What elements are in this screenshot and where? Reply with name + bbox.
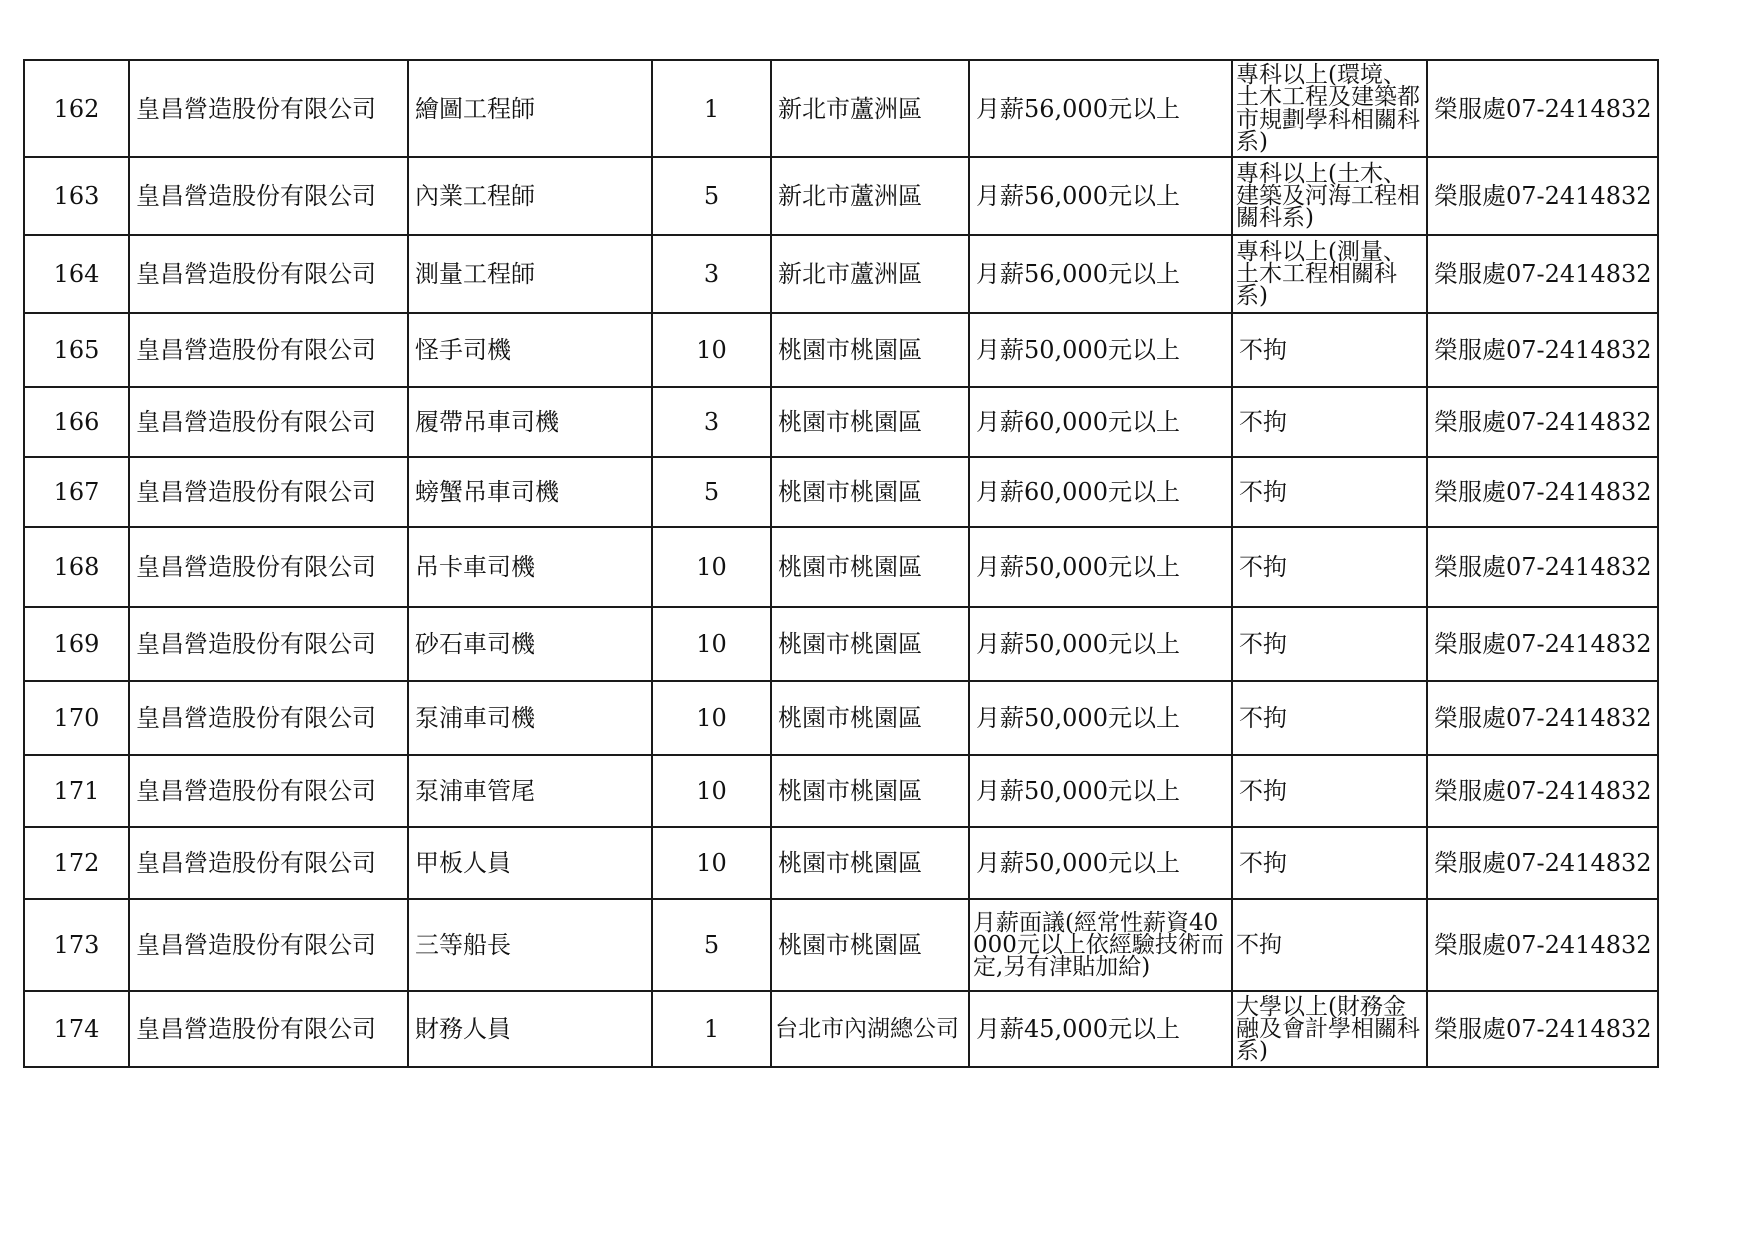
row-number-cell: 166	[24, 387, 129, 457]
contact-cell: 榮服處07-2414832	[1427, 235, 1658, 313]
table-row	[24, 991, 1658, 1067]
row-number-cell: 162	[24, 60, 129, 157]
salary-cell: 月薪50,000元以上	[969, 313, 1232, 387]
contact-cell: 榮服處07-2414832	[1427, 313, 1658, 387]
salary-cell: 月薪60,000元以上	[969, 387, 1232, 457]
headcount-cell: 3	[652, 387, 771, 457]
headcount-cell: 10	[652, 607, 771, 681]
job-title-cell: 螃蟹吊車司機	[408, 457, 652, 527]
company-name-cell: 皇昌營造股份有限公司	[129, 60, 408, 157]
headcount-cell: 5	[652, 457, 771, 527]
job-listing-table	[23, 59, 1659, 1068]
education-requirement-cell: 不拘	[1232, 827, 1427, 899]
salary-cell: 月薪56,000元以上	[969, 235, 1232, 313]
job-title-cell: 履帶吊車司機	[408, 387, 652, 457]
salary-cell: 月薪50,000元以上	[969, 681, 1232, 755]
job-title-cell: 砂石車司機	[408, 607, 652, 681]
row-number-cell: 174	[24, 991, 129, 1067]
table-row	[24, 387, 1658, 457]
contact-cell: 榮服處07-2414832	[1427, 991, 1658, 1067]
work-location-cell: 桃園市桃園區	[771, 387, 969, 457]
job-title-cell: 測量工程師	[408, 235, 652, 313]
education-requirement-cell: 不拘	[1232, 899, 1427, 991]
salary-cell: 月薪50,000元以上	[969, 527, 1232, 607]
job-title-cell: 泵浦車管尾	[408, 755, 652, 827]
education-requirement-cell: 專科以上(測量、土木工程相關科系)	[1232, 235, 1427, 313]
work-location-cell: 桃園市桃園區	[771, 827, 969, 899]
headcount-cell: 10	[652, 755, 771, 827]
salary-cell: 月薪50,000元以上	[969, 607, 1232, 681]
table-row	[24, 60, 1658, 157]
row-number-cell: 163	[24, 157, 129, 235]
headcount-cell: 3	[652, 235, 771, 313]
salary-cell: 月薪面議(經常性薪資40000元以上依經驗技術而定,另有津貼加給)	[969, 899, 1232, 991]
headcount-cell: 5	[652, 157, 771, 235]
headcount-cell: 10	[652, 827, 771, 899]
contact-cell: 榮服處07-2414832	[1427, 899, 1658, 991]
table-row	[24, 527, 1658, 607]
job-title-cell: 三等船長	[408, 899, 652, 991]
company-name-cell: 皇昌營造股份有限公司	[129, 527, 408, 607]
education-requirement-cell: 不拘	[1232, 607, 1427, 681]
education-requirement-cell: 不拘	[1232, 387, 1427, 457]
education-requirement-cell: 不拘	[1232, 755, 1427, 827]
work-location-cell: 桃園市桃園區	[771, 607, 969, 681]
salary-cell: 月薪56,000元以上	[969, 60, 1232, 157]
row-number-cell: 169	[24, 607, 129, 681]
company-name-cell: 皇昌營造股份有限公司	[129, 157, 408, 235]
contact-cell: 榮服處07-2414832	[1427, 457, 1658, 527]
company-name-cell: 皇昌營造股份有限公司	[129, 235, 408, 313]
company-name-cell: 皇昌營造股份有限公司	[129, 313, 408, 387]
row-number-cell: 170	[24, 681, 129, 755]
contact-cell: 榮服處07-2414832	[1427, 527, 1658, 607]
company-name-cell: 皇昌營造股份有限公司	[129, 457, 408, 527]
education-requirement-cell: 不拘	[1232, 457, 1427, 527]
headcount-cell: 1	[652, 991, 771, 1067]
table-row	[24, 313, 1658, 387]
job-title-cell: 內業工程師	[408, 157, 652, 235]
job-title-cell: 財務人員	[408, 991, 652, 1067]
work-location-cell: 桃園市桃園區	[771, 899, 969, 991]
table-row	[24, 827, 1658, 899]
salary-cell: 月薪60,000元以上	[969, 457, 1232, 527]
education-requirement-cell: 不拘	[1232, 527, 1427, 607]
contact-cell: 榮服處07-2414832	[1427, 755, 1658, 827]
row-number-cell: 165	[24, 313, 129, 387]
salary-cell: 月薪50,000元以上	[969, 755, 1232, 827]
work-location-cell: 桃園市桃園區	[771, 527, 969, 607]
work-location-cell: 桃園市桃園區	[771, 681, 969, 755]
contact-cell: 榮服處07-2414832	[1427, 387, 1658, 457]
work-location-cell: 桃園市桃園區	[771, 313, 969, 387]
work-location-cell: 台北市內湖總公司	[771, 991, 969, 1067]
company-name-cell: 皇昌營造股份有限公司	[129, 755, 408, 827]
row-number-cell: 173	[24, 899, 129, 991]
contact-cell: 榮服處07-2414832	[1427, 827, 1658, 899]
education-requirement-cell: 專科以上(土木、建築及河海工程相關科系)	[1232, 157, 1427, 235]
work-location-cell: 新北市蘆洲區	[771, 157, 969, 235]
headcount-cell: 10	[652, 527, 771, 607]
company-name-cell: 皇昌營造股份有限公司	[129, 827, 408, 899]
contact-cell: 榮服處07-2414832	[1427, 157, 1658, 235]
table-row	[24, 681, 1658, 755]
table-row	[24, 607, 1658, 681]
row-number-cell: 164	[24, 235, 129, 313]
contact-cell: 榮服處07-2414832	[1427, 681, 1658, 755]
headcount-cell: 10	[652, 313, 771, 387]
table-row	[24, 235, 1658, 313]
headcount-cell: 5	[652, 899, 771, 991]
table-row	[24, 899, 1658, 991]
headcount-cell: 1	[652, 60, 771, 157]
work-location-cell: 桃園市桃園區	[771, 755, 969, 827]
job-title-cell: 吊卡車司機	[408, 527, 652, 607]
table-row	[24, 457, 1658, 527]
company-name-cell: 皇昌營造股份有限公司	[129, 899, 408, 991]
salary-cell: 月薪45,000元以上	[969, 991, 1232, 1067]
education-requirement-cell: 專科以上(環境、土木工程及建築都市規劃學科相關科系)	[1232, 60, 1427, 157]
company-name-cell: 皇昌營造股份有限公司	[129, 607, 408, 681]
company-name-cell: 皇昌營造股份有限公司	[129, 991, 408, 1067]
company-name-cell: 皇昌營造股份有限公司	[129, 681, 408, 755]
salary-cell: 月薪56,000元以上	[969, 157, 1232, 235]
work-location-cell: 桃園市桃園區	[771, 457, 969, 527]
contact-cell: 榮服處07-2414832	[1427, 607, 1658, 681]
education-requirement-cell: 不拘	[1232, 681, 1427, 755]
headcount-cell: 10	[652, 681, 771, 755]
table-row	[24, 157, 1658, 235]
company-name-cell: 皇昌營造股份有限公司	[129, 387, 408, 457]
work-location-cell: 新北市蘆洲區	[771, 235, 969, 313]
table-row	[24, 755, 1658, 827]
row-number-cell: 171	[24, 755, 129, 827]
job-title-cell: 泵浦車司機	[408, 681, 652, 755]
salary-cell: 月薪50,000元以上	[969, 827, 1232, 899]
education-requirement-cell: 不拘	[1232, 313, 1427, 387]
job-title-cell: 怪手司機	[408, 313, 652, 387]
contact-cell: 榮服處07-2414832	[1427, 60, 1658, 157]
education-requirement-cell: 大學以上(財務金融及會計學相關科系)	[1232, 991, 1427, 1067]
work-location-cell: 新北市蘆洲區	[771, 60, 969, 157]
job-listing-rows	[24, 60, 1658, 1067]
job-title-cell: 繪圖工程師	[408, 60, 652, 157]
row-number-cell: 172	[24, 827, 129, 899]
job-title-cell: 甲板人員	[408, 827, 652, 899]
row-number-cell: 168	[24, 527, 129, 607]
row-number-cell: 167	[24, 457, 129, 527]
